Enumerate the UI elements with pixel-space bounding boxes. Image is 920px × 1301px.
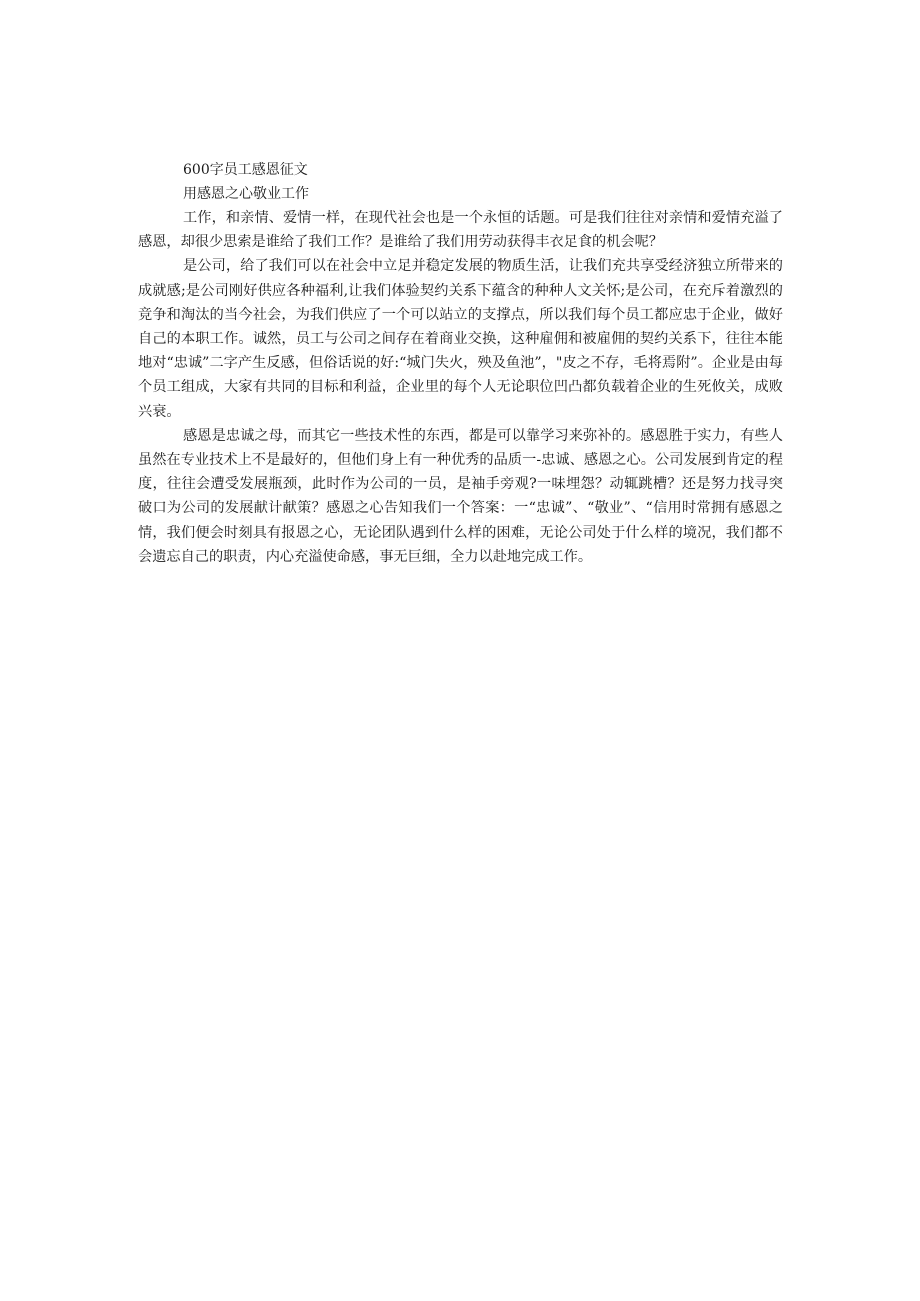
document-page [138,158,783,569]
paragraph: 感恩是忠诚之母，而其它一些技术性的东西，都是可以靠学习来弥补的。感恩胜于实力，有些人虽然在专业技术上不是最好的，但他们身上有一种优秀的品质一-忠诚、感恩之心。公司发展到肯定的程度，往往会遭受发展瓶颈，此时作为公司的一员，是袖手旁观?一味埋怨？动辄跳槽？还是努力找寻突破口为公司的发展献计献策？感恩之心告知我们一个答案：一“忠诚”、“敬业”、“信用时常拥有感恩之情，我们便会时刻具有报恩之心，无论团队遇到什么样的困难，无论公司处于什么样的境况，我们都不会遗忘自己的职责，内心充溢使命感，事无巨细，全力以赴地完成工作。 [138,427,783,565]
paragraph: 工作，和亲情、爱情一样，在现代社会也是一个永恒的话题。可是我们往往对亲情和爱情充溢了感恩，却很少思索是谁给了我们工作？是谁给了我们用劳动获得丰衣足食的机会呢？ [138,210,783,251]
document-title: 600字员工感恩征文 [183,162,308,178]
document-subtitle: 用感恩之心敬业工作 [183,186,309,202]
paragraph: 是公司，给了我们可以在社会中立足并稳定发展的物质生活，让我们充共享受经济独立所带来的成就感;是公司刚好供应各种福利,让我们体验契约关系下蕴含的种种人文关怀;是公司，在充斥着激烈的竞争和淘汰的当今社会，为我们供应了一个可以站立的支撑点，所以我们每个员工都应忠于企业，做好自己的本职工作。诚然，员工与公司之间存在着商业交换，这种雇佣和被雇佣的契约关系下，往往本能地对“忠诚”二字产生反感，但俗话说的好:“城门失火，殃及鱼池”，"皮之不存，毛将焉附”。企业是由每个员工组成，大家有共同的目标和利益，企业里的每个人无论职位凹凸都负载着企业的生死攸关，成败兴衰。 [138,258,783,420]
